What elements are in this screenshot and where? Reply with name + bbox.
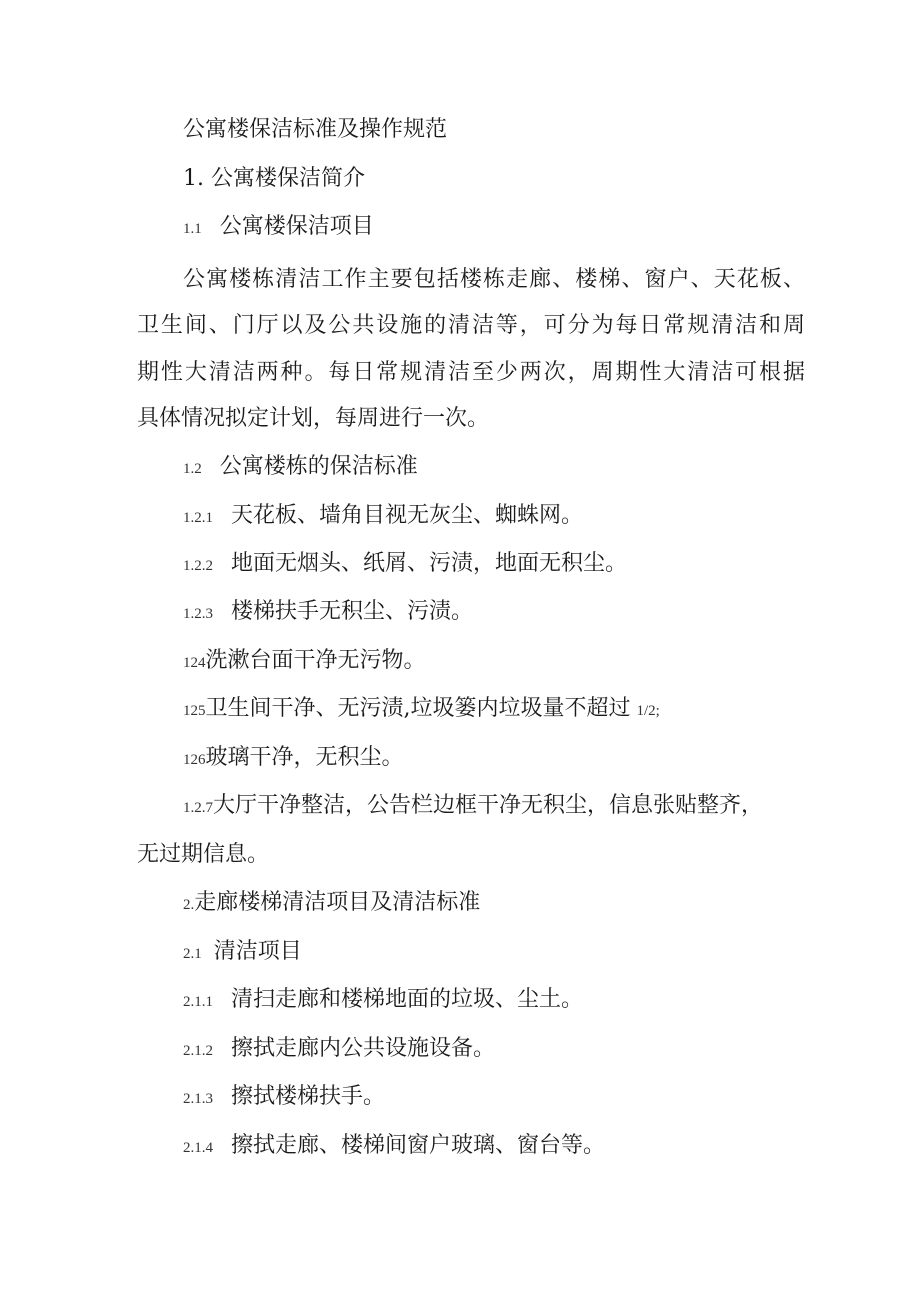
item-number: 1.2.7 [183,800,213,816]
section-text: 走廊楼梯清洁项目及清洁标准 [194,890,481,915]
item-2-1-3 [183,1082,385,1114]
section-number: 2. [183,897,195,913]
item-1-2-7 [183,791,763,823]
paragraph-line: 期性大清洁两种。每日常规清洁至少两次，周期性大清洁可根据 [137,359,805,385]
section-1-2-heading [183,452,418,484]
item-text: 地面无烟头、纸屑、污渍，地面无积尘。 [231,551,628,576]
item-text: 楼梯扶手无积尘、污渍。 [231,599,474,624]
item-1-2-7-continued: 无过期信息。 [137,842,270,867]
item-number: 124 [183,655,206,671]
item-number: 125 [183,703,206,719]
section-text: 清洁项目 [213,939,302,964]
section-number: 1.1 [183,221,202,237]
item-2-1-4 [183,1131,605,1163]
item-text: 擦拭楼梯扶手。 [231,1084,386,1109]
section-2-1-heading [183,937,302,969]
section-text: 公寓楼栋的保洁标准 [219,454,418,479]
item-text: 卫生间干净、无污渍,垃圾篓内垃圾量不超过 [205,696,631,721]
item-2-1-2 [183,1034,495,1066]
section-1-heading: 1. 公寓楼保洁简介 [183,166,365,191]
document-title: 公寓楼保洁标准及操作规范 [183,117,448,142]
item-text: 清扫走廊和楼梯地面的垃圾、尘土。 [231,987,584,1012]
item-number: 2.1.2 [183,1043,213,1059]
item-number: 2.1.4 [183,1140,213,1156]
item-text: 大厅干净整洁，公告栏边框干净无积尘，信息张贴整齐， [213,793,764,818]
item-1-2-6 [183,743,404,775]
section-number: 2.1 [183,946,202,962]
item-2-1-1 [183,985,583,1017]
item-1-2-1 [183,501,583,533]
section-2-heading [183,888,480,920]
item-text: 擦拭走廊、楼梯间窗户玻璃、窗台等。 [231,1133,606,1158]
item-number: 1.2.1 [183,510,213,526]
item-number: 1.2.3 [183,606,213,622]
item-1-2-5 [183,694,660,726]
item-fraction: 1/2; [636,703,660,719]
item-number: 1.2.2 [183,558,213,574]
item-text: 玻璃干净，无积尘。 [205,745,404,770]
paragraph-line: 具体情况拟定计划，每周进行一次。 [137,405,490,431]
section-1-1-heading [183,212,374,244]
item-text: 天花板、墙角目视无灰尘、蜘蛛网。 [231,503,584,528]
item-1-2-4 [183,646,426,678]
item-number: 2.1.3 [183,1091,213,1107]
section-number: 1.2 [183,461,202,477]
item-1-2-3 [183,597,473,629]
section-text: 公寓楼保洁项目 [219,214,374,239]
item-text: 擦拭走廊内公共设施设备。 [231,1036,496,1061]
item-1-2-2 [183,549,627,581]
intro-paragraph [137,257,805,442]
item-number: 2.1.1 [183,994,213,1010]
paragraph-line: 公寓楼栋清洁工作主要包括楼栋走廊、楼梯、窗户、天花板、 [183,267,805,292]
item-number: 126 [183,752,206,768]
paragraph-line: 卫生间、门厅以及公共设施的清洁等，可分为每日常规清洁和周 [137,313,805,339]
item-text: 洗漱台面干净无污物。 [205,648,426,673]
